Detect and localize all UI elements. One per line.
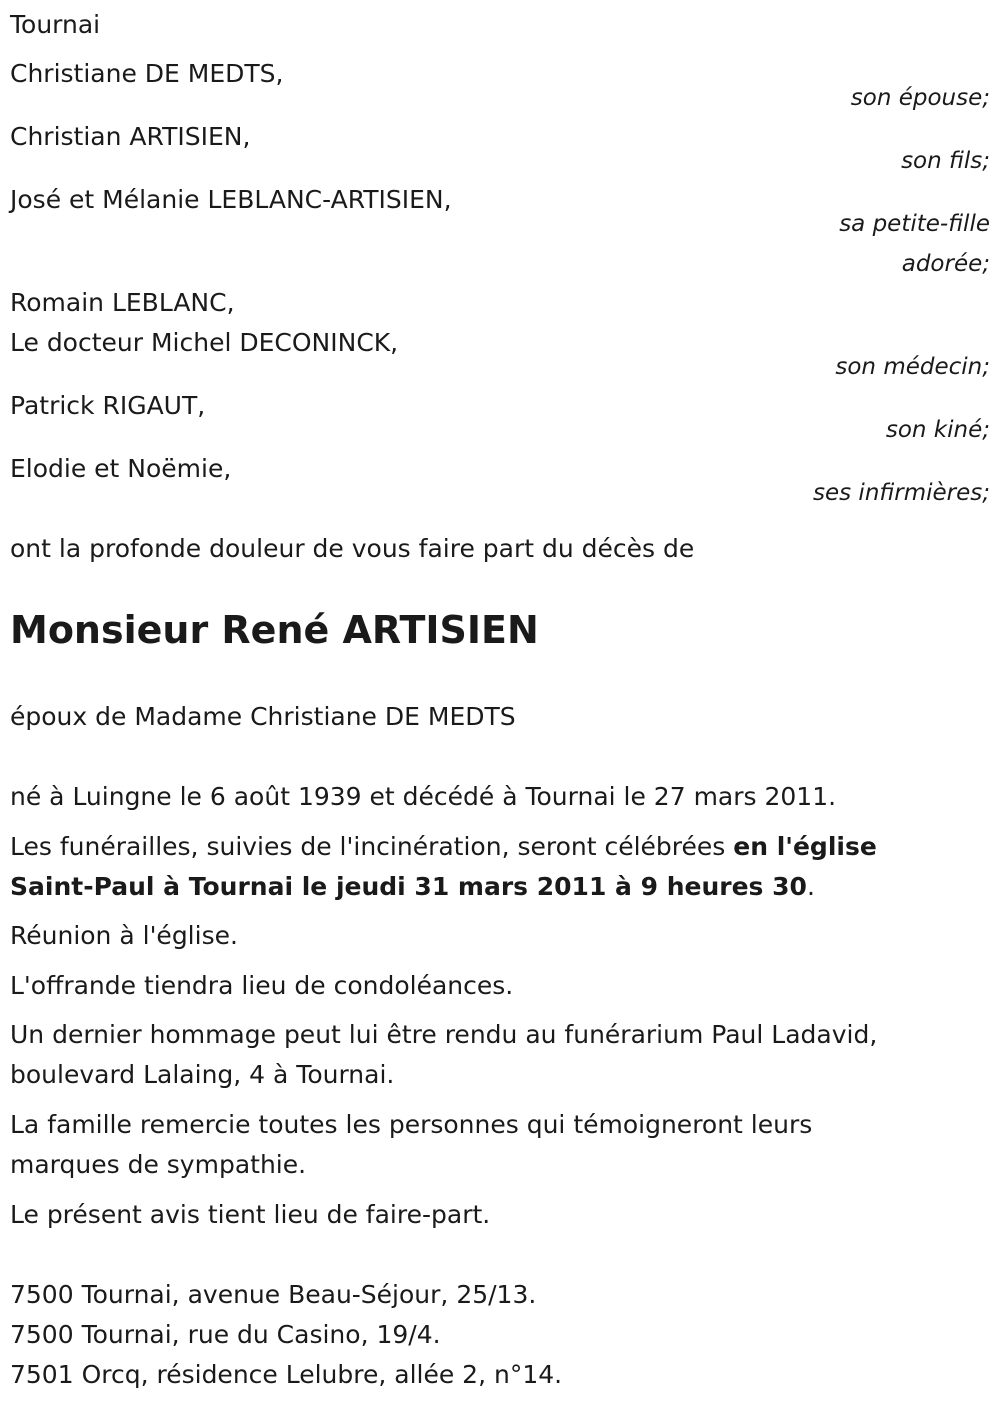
- thanks-line-1: La famille remercie toutes les personnes qui témoigneront leurs: [10, 1110, 813, 1139]
- thanks-line-2: marques de sympathie.: [10, 1150, 307, 1179]
- notice: Le présent avis tient lieu de faire-part.: [10, 1200, 491, 1229]
- location: Tournai: [10, 10, 101, 39]
- funeral-bold-1: en l'église: [733, 832, 877, 861]
- family-name-6: Patrick RIGAUT,: [10, 391, 206, 420]
- spouse-of: époux de Madame Christiane DE MEDTS: [10, 702, 516, 731]
- family-name-5: Le docteur Michel DECONINCK,: [10, 328, 399, 357]
- family-relation-7: ses infirmières;: [813, 480, 990, 506]
- funeral-bold-2: Saint-Paul à Tournai le jeudi 31 mars 2011 à 9 heures 30: [10, 872, 807, 901]
- tribute-line-1: Un dernier hommage peut lui être rendu au funérarium Paul Ladavid,: [10, 1020, 878, 1049]
- family-relation-2: son fils;: [901, 148, 990, 174]
- family-relation-6: son kiné;: [885, 417, 990, 443]
- family-name-7: Elodie et Noëmie,: [10, 454, 232, 483]
- tribute-line-2: boulevard Lalaing, 4 à Tournai.: [10, 1060, 395, 1089]
- offering: L'offrande tiendra lieu de condoléances.: [10, 971, 514, 1000]
- family-relation-1: son épouse;: [850, 85, 990, 111]
- family-name-2: Christian ARTISIEN,: [10, 122, 251, 151]
- family-name-1: Christiane DE MEDTS,: [10, 59, 284, 88]
- funeral-info: [10, 827, 990, 907]
- family-relation-5: son médecin;: [835, 354, 990, 380]
- birth-death: né à Luingne le 6 août 1939 et décédé à Tournai le 27 mars 2011.: [10, 782, 837, 811]
- family-name-4: Romain LEBLANC,: [10, 288, 235, 317]
- address-3: 7501 Orcq, résidence Lelubre, allée 2, n°14.: [10, 1360, 563, 1389]
- announcement: ont la profonde douleur de vous faire part du décès de: [10, 534, 695, 563]
- deceased-name: Monsieur René ARTISIEN: [10, 608, 539, 652]
- funeral-end: .: [806, 872, 815, 901]
- family-relation-3a: sa petite-fille: [839, 211, 990, 237]
- funeral-intro: Les funérailles, suivies de l'incinération, seront célébrées: [10, 832, 734, 861]
- reunion: Réunion à l'église.: [10, 921, 238, 950]
- address-2: 7500 Tournai, rue du Casino, 19/4.: [10, 1320, 441, 1349]
- family-name-3: José et Mélanie LEBLANC-ARTISIEN,: [10, 185, 452, 214]
- address-1: 7500 Tournai, avenue Beau-Séjour, 25/13.: [10, 1280, 537, 1309]
- family-relation-3b: adorée;: [901, 251, 990, 277]
